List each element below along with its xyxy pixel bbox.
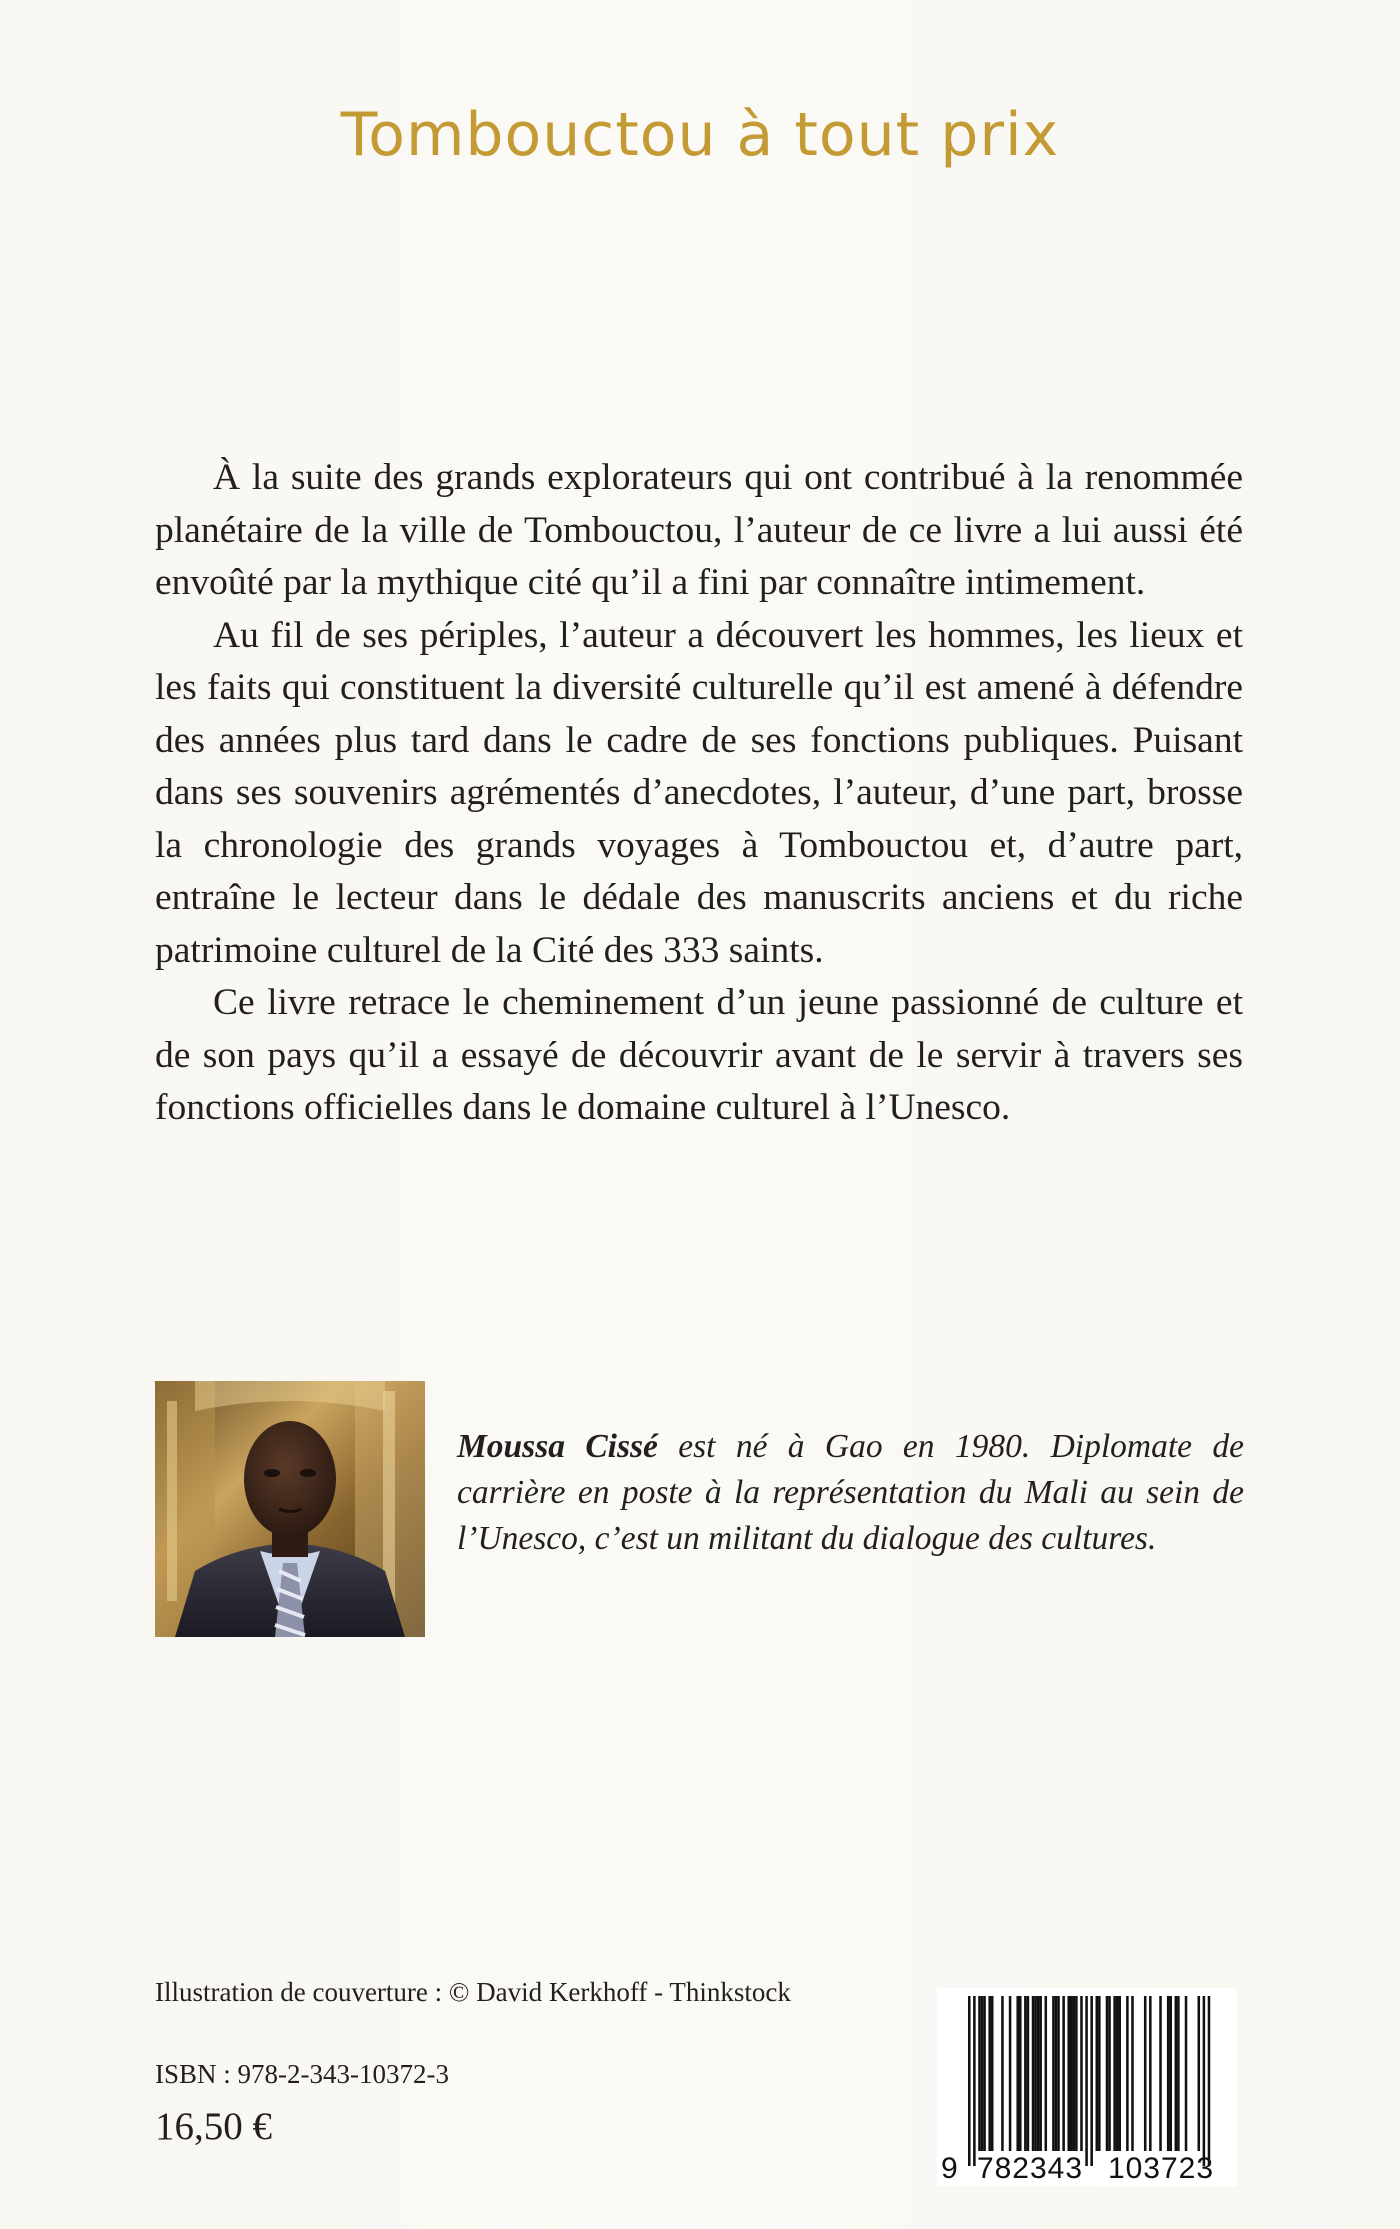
barcode-bar [1057, 1996, 1060, 2151]
barcode-bar [1019, 1996, 1022, 2151]
author-bio-text: est né à Gao en 1980. Diplomate de carrière en poste à la représentation du Mali au sein de l’Unesco, c’est un militant du dialogue des cultures. [457, 1428, 1244, 1557]
barcode-bar [1080, 1996, 1083, 2151]
book-title: Tombouctou à tout prix [340, 100, 1060, 170]
barcode-bar [1198, 1996, 1201, 2151]
barcode-bar [1034, 1996, 1037, 2151]
barcode-bar [1075, 1996, 1078, 2151]
barcode-bar [1062, 1996, 1065, 2151]
barcode-bar [1118, 1996, 1121, 2151]
barcode-bar [1096, 1996, 1099, 2151]
barcode-bar [1070, 1996, 1073, 2151]
barcode-bar [1169, 1996, 1172, 2151]
cover-illustration-credit: Illustration de couverture : © David Kerkhoff - Thinkstock [155, 1977, 791, 2007]
isbn: ISBN : 978-2-343-10372-3 [155, 2059, 449, 2089]
barcode-bar [1131, 1996, 1134, 2151]
barcode-graphic [937, 1988, 1237, 2186]
isbn-barcode [937, 1988, 1237, 2186]
barcode-bar [1055, 1996, 1058, 2151]
barcode-bar [1067, 1996, 1070, 2151]
barcode-bar [1045, 1996, 1048, 2151]
barcode-bar [1001, 1996, 1004, 2151]
summary-paragraph: Au fil de ses périples, l’auteur a découvert les hommes, les lieux et les faits qui constituent la diversité culturelle qu’il est amené à défendre des années plus tard dans le cadre de ses fonctions publiques. Puisant dans ses souvenirs agrémentés d’anecdotes, l’auteur, d’une part, brosse la chronologie des grands voyages à Tombouctou et, d’autre part, entraîne le lecteur dans le dédale des manuscrits anciens et du riche patrimoine culturel de la Cité des 333 saints. [155, 614, 1243, 971]
barcode-guard-bar [1203, 1996, 1206, 2166]
barcode-bar [1177, 1996, 1180, 2151]
barcode-bar [1185, 1996, 1188, 2151]
barcode-bar [1098, 1996, 1101, 2151]
barcode-guard-bar [973, 1996, 976, 2166]
barcode-bar [1116, 1996, 1119, 2151]
barcode-first-digit: 9 [941, 2152, 958, 2185]
barcode-bar [988, 1996, 991, 2151]
author-bio [457, 1424, 1244, 1562]
barcode-bar [1039, 1996, 1042, 2151]
barcode-left-digits: 782343 [976, 2152, 1084, 2185]
barcode-guard-bar [968, 1996, 971, 2166]
barcode-bar [1009, 1996, 1012, 2151]
barcode-bar [1073, 1996, 1076, 2151]
barcode-bar [978, 1996, 981, 2151]
back-cover-summary [155, 452, 1243, 1135]
barcode-bar [1175, 1996, 1178, 2151]
barcode-bar [991, 1996, 994, 2151]
barcode-guard-bar [1208, 1996, 1211, 2166]
barcode-bar [1052, 1996, 1055, 2151]
barcode-bar [1149, 1996, 1152, 2151]
barcode-bar [1126, 1996, 1129, 2151]
barcode-bar [1016, 1996, 1019, 2151]
barcode-bar [983, 1996, 986, 2151]
barcode-bar [1032, 1996, 1035, 2151]
barcode-guard-bar [1090, 1996, 1093, 2166]
author-photo [155, 1381, 425, 1637]
summary-paragraph: À la suite des grands explorateurs qui ont contribué à la renommée planétaire de la ville de Tombouctou, l’auteur de ce livre a lui aussi été envoûté par la mythique cité qu’il a fini par connaître intimement. [155, 457, 1243, 603]
barcode-bar [1106, 1996, 1109, 2151]
barcode-bar [1027, 1996, 1030, 2151]
barcode-bars [968, 1996, 1210, 2166]
barcode-right-digits: 103723 [1107, 2152, 1215, 2185]
author-name: Moussa Cissé [457, 1428, 658, 1465]
barcode-bar [1113, 1996, 1116, 2151]
barcode-bar [1037, 1996, 1040, 2151]
barcode-bar [1159, 1996, 1162, 2151]
summary-paragraph: Ce livre retrace le cheminement d’un jeune passionné de culture et de son pays qu’il a essayé de découvrir avant de le servir à travers ses fonctions officielles dans le domaine culturel à l’Unesco. [155, 982, 1243, 1128]
barcode-bar [1167, 1996, 1170, 2151]
barcode-bar [981, 1996, 984, 2151]
price: 16,50 € [155, 2105, 272, 2148]
barcode-guard-bar [1085, 1996, 1088, 2166]
barcode-bar [1024, 1996, 1027, 2151]
barcode-bar [1144, 1996, 1147, 2151]
barcode-bar [1108, 1996, 1111, 2151]
